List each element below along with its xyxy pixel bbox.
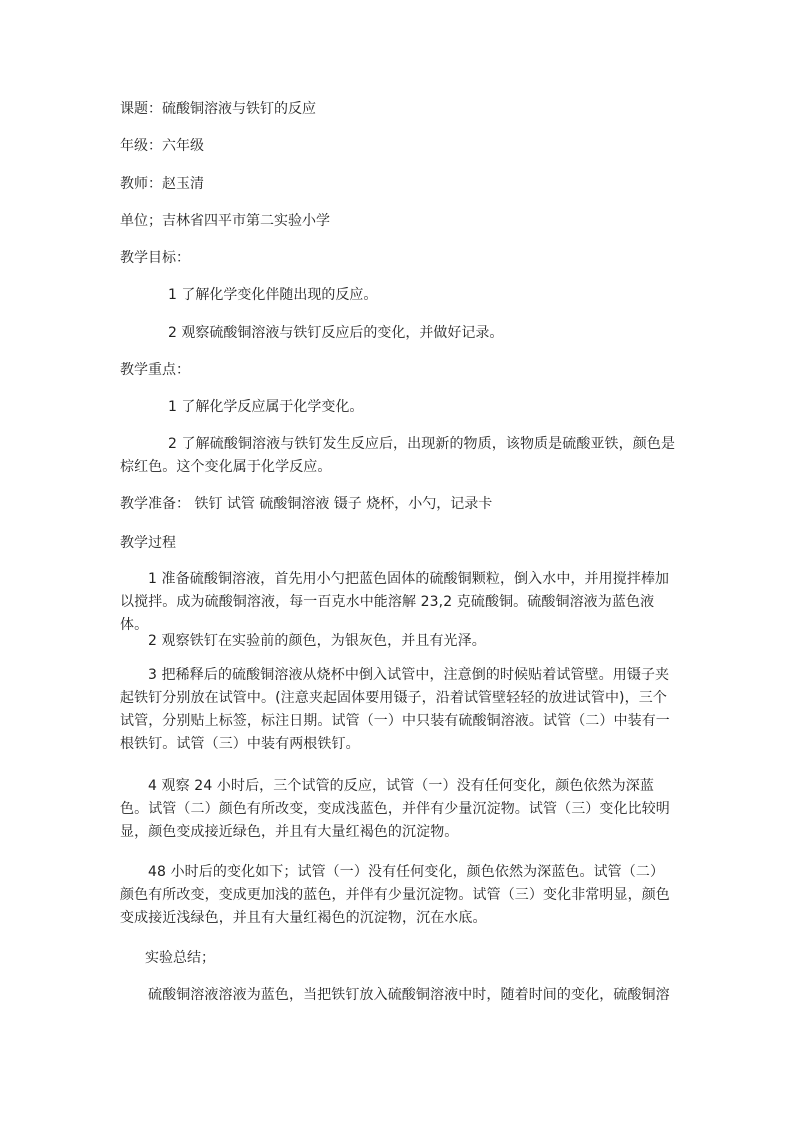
- process-step: 48 小时后的变化如下；试管（一）没有任何变化，颜色依然为深蓝色。试管（二）颜色有所改变，变成更加浅的蓝色，并伴有少量沉淀物。试管（三）变化非常明显，颜色变成接近浅绿色，并且有大量红褐色的沉淀物，沉在水底。: [120, 864, 670, 926]
- key-points-heading: 教学重点：: [120, 362, 190, 378]
- goal-item: 1 了解化学变化伴随出现的反应。: [168, 287, 378, 303]
- goal-item: 2 观察硫酸铜溶液与铁钉反应后的变化，并做好记录。: [168, 325, 504, 341]
- process-heading: 教学过程: [120, 535, 176, 551]
- key-point-item: 1 了解化学反应属于化学变化。: [168, 399, 364, 415]
- unit-line: 单位；吉林省四平市第二实验小学: [120, 213, 330, 229]
- teaching-prep-line: 教学准备： 铁钉 试管 硫酸铜溶液 镊子 烧杯，小勺，记录卡: [120, 496, 493, 512]
- goals-heading: 教学目标：: [120, 250, 190, 266]
- grade-line: 年级：六年级: [120, 138, 204, 154]
- key-point-item: 2 了解硫酸铜溶液与铁钉发生反应后，出现新的物质，该物质是硫酸亚铁，颜色是棕红色。这个变化属于化学反应。: [120, 436, 676, 475]
- topic-line: 课题：硫酸铜溶液与铁钉的反应: [120, 101, 316, 117]
- summary-heading: 实验总结；: [145, 950, 215, 966]
- process-step: 4 观察 24 小时后，三个试管的反应，试管（一）没有任何变化，颜色依然为深蓝色。试管（二）颜色有所改变，变成浅蓝色，并伴有少量沉淀物。试管（三）变化比较明显，颜色变成接近绿色，并且有大量红褐色的沉淀物。: [120, 778, 670, 840]
- process-step: 1 准备硫酸铜溶液，首先用小勺把蓝色固体的硫酸铜颗粒，倒入水中，并用搅拌棒加以搅拌。成为硫酸铜溶液，每一百克水中能溶解 23,2 克硫酸铜。硫酸铜溶液为蓝色液体。: [120, 571, 670, 633]
- process-step: 2 观察铁钉在实验前的颜色，为银灰色，并且有光泽。: [148, 633, 486, 649]
- teacher-line: 教师：赵玉清: [120, 176, 204, 192]
- process-step: 3 把稀释后的硫酸铜溶液从烧杯中倒入试管中，注意倒的时候贴着试管壁。用镊子夹起铁钉分别放在试管中。(注意夹起固体要用镊子，沿着试管壁轻轻的放进试管中)，三个试管，分别贴上标签，标注日期。试管（一）中只装有硫酸铜溶液。试管（二）中装有一根铁钉。试管（三）中装有两根铁钉。: [120, 667, 670, 752]
- summary-text: 硫酸铜溶液溶液为蓝色，当把铁钉放入硫酸铜溶液中时，随着时间的变化，硫酸铜溶: [148, 987, 670, 1003]
